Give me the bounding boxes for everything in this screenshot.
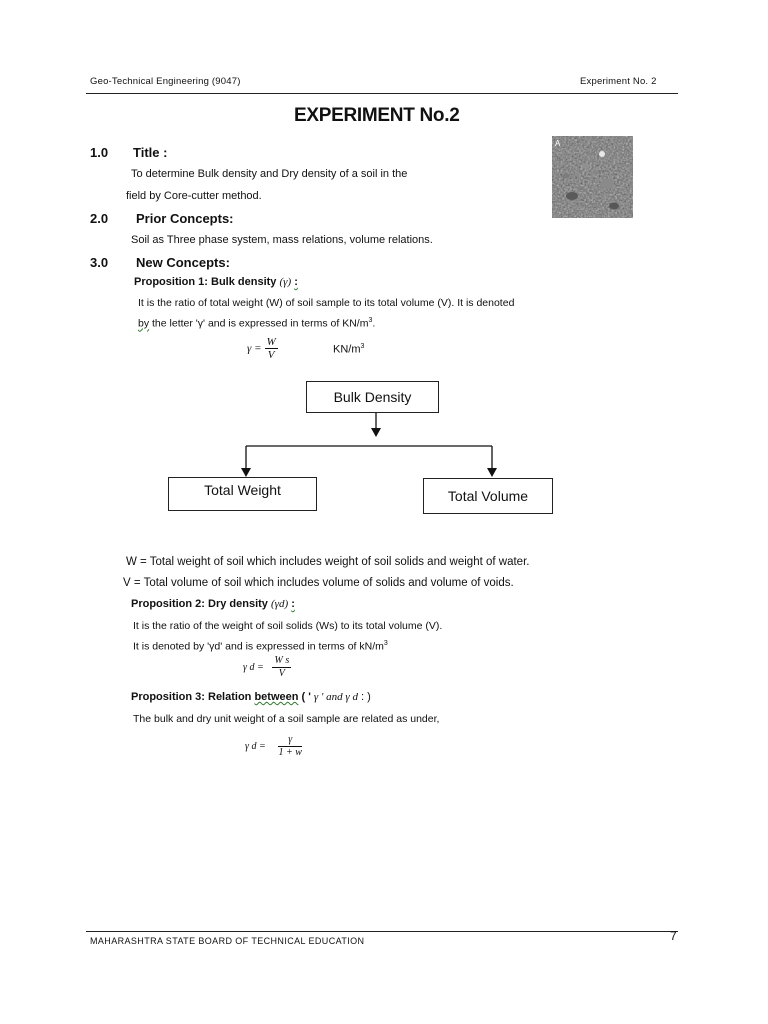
eq2-lhs: γ d = [243, 662, 264, 673]
proposition-2-colon: : [291, 598, 295, 610]
eq3-numerator: γ [278, 734, 302, 747]
relation-equation [245, 734, 304, 759]
proposition-2-heading [131, 598, 295, 610]
eq2-numerator: W s [274, 655, 290, 666]
eq1-numerator: W [266, 336, 276, 348]
eq1-denominator: V [267, 349, 275, 361]
definition-v: V = Total volume of soil which includes volume of solids and volume of voids. [123, 577, 514, 589]
proposition-3-title: Proposition 3: Relation [131, 691, 255, 703]
footer-rule [86, 931, 678, 932]
proposition-2-title: Proposition 2: Dry density [131, 598, 268, 610]
bulk-density-box: Bulk Density [306, 381, 439, 413]
eq1-lhs: γ = [247, 342, 262, 355]
section-1-heading: Title : [133, 145, 168, 160]
eq1-unit-text: KN/m [333, 343, 361, 356]
total-weight-box: Total Weight [168, 477, 317, 511]
eq3-fraction [276, 734, 303, 759]
section-2-number: 2.0 [90, 211, 109, 226]
eq2-denominator: V [278, 668, 285, 679]
section-3-heading: New Concepts: [136, 255, 230, 270]
proposition-3-end: : ) [357, 691, 371, 703]
proposition-2-line-1: It is the ratio of the weight of soil solids (Ws) to its total volume (V). [133, 620, 443, 632]
proposition-1-line-1: It is the ratio of total weight (W) of soil sample to its total volume (V). It is denoted [138, 297, 515, 309]
proposition-3-between: between [254, 691, 299, 703]
proposition-1-colon: : [294, 276, 298, 288]
proposition-1-title: Proposition 1: Bulk density [134, 276, 277, 288]
total-volume-box: Total Volume [423, 478, 553, 514]
eq3-lhs: γ d = [245, 741, 266, 752]
proposition-1-sup: 3 [368, 317, 373, 324]
proposition-1-symbol: (γ) [279, 276, 292, 288]
eq3-denominator: 1 + w [278, 747, 302, 758]
footer-institution: MAHARASHTRA STATE BOARD OF TECHNICAL EDUCATION [90, 936, 365, 946]
proposition-3-heading [131, 691, 371, 703]
proposition-3-paren: ( ' [298, 691, 314, 703]
proposition-3-symbols: γ ' and γ d [313, 691, 358, 703]
section-1-line-1: To determine Bulk density and Dry density of a soil in the [131, 168, 408, 180]
section-2-text: Soil as Three phase system, mass relations, volume relations. [131, 234, 433, 246]
section-1-line-2: field by Core-cutter method. [126, 190, 262, 202]
definition-w: W = Total weight of soil which includes weight of soil solids and weight of water. [126, 556, 530, 568]
photo-label: A [555, 139, 561, 148]
proposition-1-line-2-text: the letter 'γ' and is expressed in terms of KN/m [149, 317, 369, 330]
header-experiment: Experiment No. 2 [580, 76, 657, 87]
header-course: Geo-Technical Engineering (9047) [90, 76, 241, 87]
eq1-unit-sup: 3 [360, 343, 365, 350]
proposition-1-period: . [372, 317, 376, 330]
proposition-1-by: by [138, 317, 150, 330]
section-2-heading: Prior Concepts: [136, 211, 234, 226]
page-title: EXPERIMENT No.2 [294, 105, 460, 126]
section-3-number: 3.0 [90, 255, 109, 270]
proposition-3-line-1: The bulk and dry unit weight of a soil sample are related as under, [133, 713, 440, 725]
proposition-2-symbol: (γd) [270, 598, 289, 610]
proposition-2-sup: 3 [383, 640, 388, 647]
proposition-2-line-2 [133, 640, 388, 653]
eq2-fraction [272, 655, 291, 680]
page-number: 7 [670, 929, 677, 943]
dry-density-equation [243, 655, 291, 680]
proposition-2-line-2-text: It is denoted by 'γd' and is expressed in terms of kN/m [133, 640, 384, 653]
section-1-number: 1.0 [90, 145, 109, 160]
